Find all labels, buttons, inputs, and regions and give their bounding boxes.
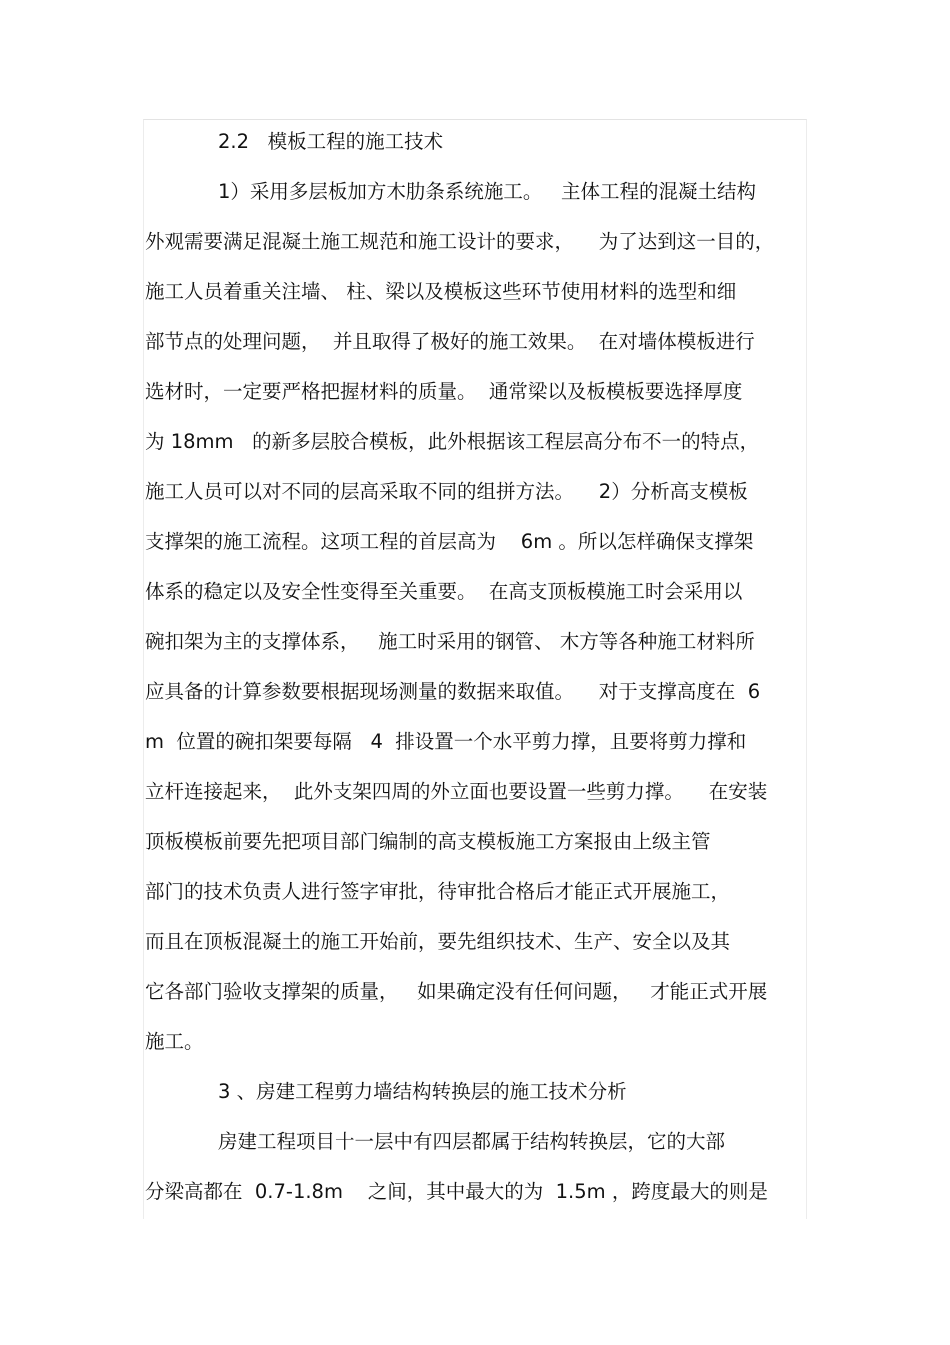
paragraph-line: 房建工程项目十一层中有四层都属于结构转换层，它的大部: [218, 1130, 726, 1153]
paragraph-line: 立杆连接起来， 此外支架四周的外立面也要设置一些剪力撑。 在安装: [145, 780, 768, 803]
paragraph-line: 部门的技术负责人进行签字审批，待审批合格后才能正式开展施工，: [145, 880, 731, 903]
paragraph-line: 支撑架的施工流程。这项工程的首层高为 6m 。所以怎样确保支撑架: [145, 530, 754, 553]
section-heading-3: 3 、房建工程剪力墙结构转换层的施工技术分析: [218, 1080, 627, 1103]
paragraph-line: 顶板模板前要先把项目部门编制的高支模板施工方案报由上级主管: [145, 830, 711, 853]
paragraph-line: 1）采用多层板加方木肋条系统施工。 主体工程的混凝土结构: [218, 180, 757, 203]
paragraph-line: 体系的稳定以及安全性变得至关重要。 在高支顶板模施工时会采用以: [145, 580, 743, 603]
paragraph-line: 分梁高都在 0.7-1.8m 之间，其中最大的为 1.5m ，跨度最大的则是: [145, 1180, 768, 1203]
section-heading-2-2: 2.2 模板工程的施工技术: [218, 130, 444, 153]
paragraph-line: 施工。: [145, 1030, 204, 1053]
paragraph-line: 施工人员着重关注墙、 柱、梁以及模板这些环节使用材料的选型和细: [145, 280, 737, 303]
paragraph-line: 选材时，一定要严格把握材料的质量。 通常梁以及板模板要选择厚度: [145, 380, 743, 403]
paragraph-line: 部节点的处理问题， 并且取得了极好的施工效果。 在对墙体模板进行: [145, 330, 755, 353]
paragraph-line: 应具备的计算参数要根据现场测量的数据来取值。 对于支撑高度在 6: [145, 680, 761, 703]
paragraph-line: 碗扣架为主的支撑体系， 施工时采用的钢管、 木方等各种施工材料所: [145, 630, 755, 653]
paragraph-line: 施工人员可以对不同的层高采取不同的组拼方法。 2）分析高支模板: [145, 480, 748, 503]
paragraph-line: 它各部门验收支撑架的质量， 如果确定没有任何问题， 才能正式开展: [145, 980, 768, 1003]
paragraph-line: 外观需要满足混凝土施工规范和施工设计的要求， 为了达到这一目的，: [145, 230, 775, 253]
paragraph-line: 而且在顶板混凝土的施工开始前，要先组织技术、生产、安全以及其: [145, 930, 731, 953]
paragraph-line: 为 18mm 的新多层胶合模板，此外根据该工程层高分布不一的特点，: [145, 430, 760, 453]
paragraph-line: m 位置的碗扣架要每隔 4 排设置一个水平剪力撑，且要将剪力撑和: [145, 730, 747, 753]
